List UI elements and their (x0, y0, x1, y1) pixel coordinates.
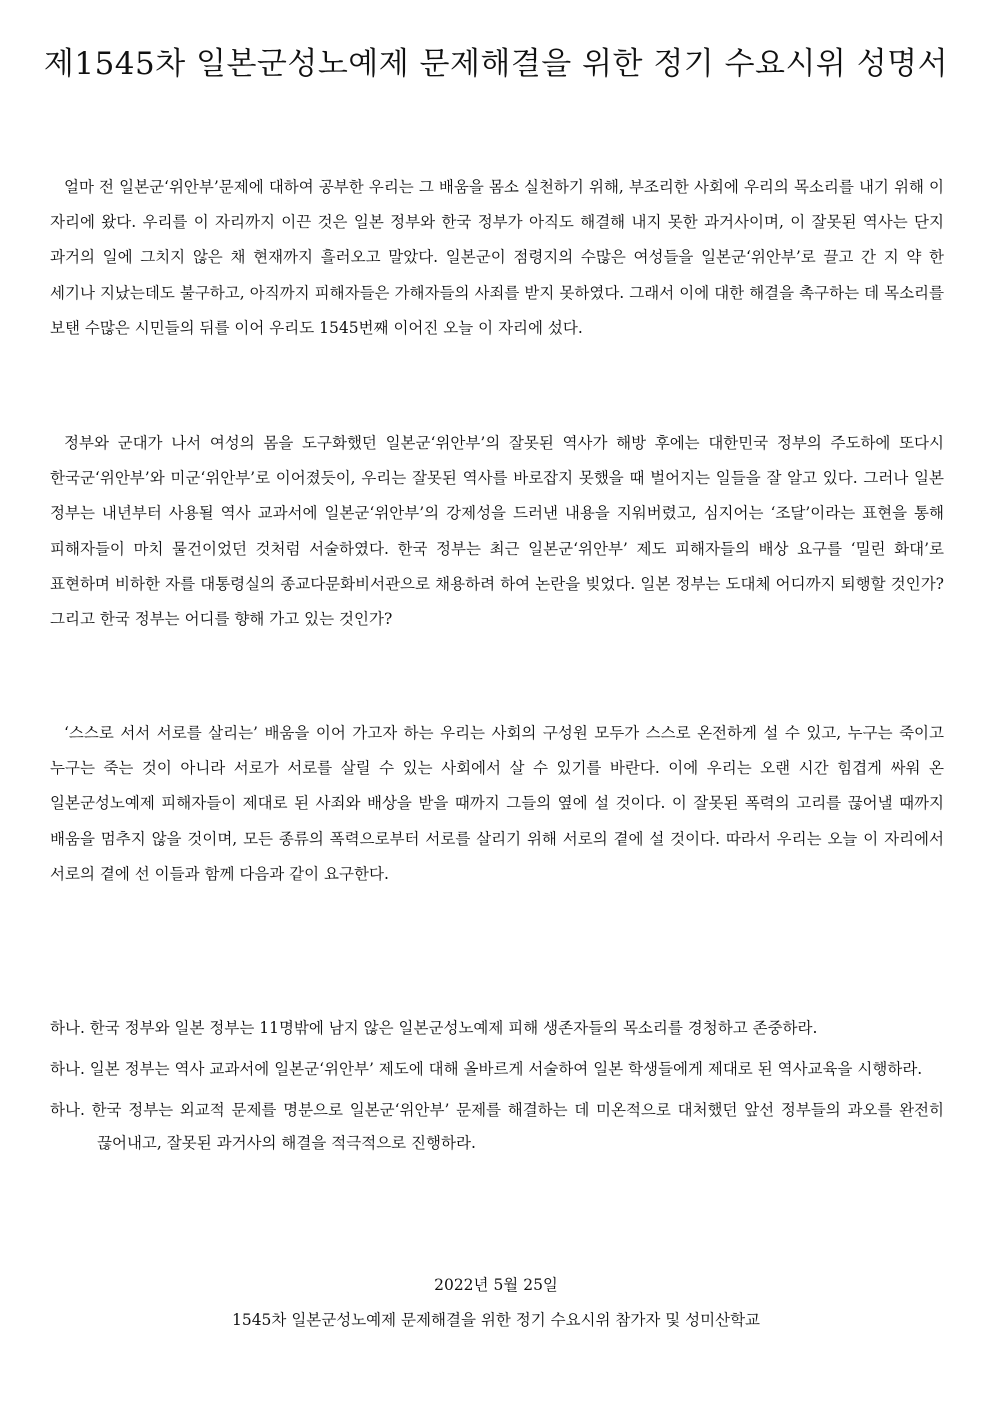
paragraph-3: ‘스스로 서서 서로를 살리는’ 배움을 이어 가고자 하는 우리는 사회의 구성원 모두가 스스로 온전하게 설 수 있고, 누구는 죽이고 누구는 죽는 것이 아니라 서로가 서로를 살릴 수 있는 사회에서 살 수 있기를 바란다. 이에 우리는 오랜 시간 힘겹게 싸워 온 일본군성노예제 피해자들이 제대로 된 사죄와 배상을 받을 때까지 그들의 옆에 설 것이다. 이 잘못된 폭력의 고리를 끊어낼 때까지 배움을 멈추지 않을 것이며, 모든 종류의 폭력으로부터 서로를 살리기 위해 서로의 곁에 설 것이다. 따라서 우리는 오늘 이 자리에서 서로의 곁에 선 이들과 함께 다음과 같이 요구한다. (50, 724, 944, 883)
demand-item-1: 하나. 한국 정부와 일본 정부는 11명밖에 남지 않은 일본군성노예제 피해 생존자들의 목소리를 경청하고 존중하라. (50, 1019, 818, 1037)
demands-list (50, 1012, 944, 1168)
demand-item-2: 하나. 일본 정부는 역사 교과서에 일본군‘위안부’ 제도에 대해 올바르게 서술하여 일본 학생들에게 제대로 된 역사교육을 시행하라. (50, 1060, 923, 1078)
paragraph-1: 얼마 전 일본군‘위안부’문제에 대하여 공부한 우리는 그 배움을 몸소 실천하기 위해, 부조리한 사회에 우리의 목소리를 내기 위해 이 자리에 왔다. 우리를 이 자리까지 이끈 것은 일본 정부와 한국 정부가 아직도 해결해 내지 못한 과거사이며, 이 잘못된 역사는 단지 과거의 일에 그치지 않은 채 현재까지 흘러오고 말았다. 일본군이 점령지의 수많은 여성들을 일본군‘위안부’로 끌고 간 지 약 한 세기나 지났는데도 불구하고, 아직까지 피해자들은 가해자들의 사죄를 받지 못하였다. 그래서 이에 대한 해결을 촉구하는 데 목소리를 보탠 수많은 시민들의 뒤를 이어 우리도 1545번째 이어진 오늘 이 자리에 섰다. (50, 178, 944, 337)
paragraph-2: 정부와 군대가 나서 여성의 몸을 도구화했던 일본군‘위안부’의 잘못된 역사가 해방 후에는 대한민국 정부의 주도하에 또다시 한국군‘위안부’와 미군‘위안부’로 이어졌듯이, 우리는 잘못된 역사를 바로잡지 못했을 때 벌어지는 일들을 잘 알고 있다. 그러나 일본 정부는 내년부터 사용될 역사 교과서에 일본군‘위안부’의 강제성을 드러낸 내용을 지워버렸고, 심지어는 ‘조달’이라는 표현을 통해 피해자들이 마치 물건이었던 것처럼 서술하였다. 한국 정부는 최근 일본군‘위안부’ 제도 피해자들의 배상 요구를 ‘밀린 화대’로 표현하며 비하한 자를 대통령실의 종교다문화비서관으로 채용하려 하여 논란을 빚었다. 일본 정부는 도대체 어디까지 퇴행할 것인가? 그리고 한국 정부는 어디를 향해 가고 있는 것인가? (50, 434, 944, 629)
demand-item-3: 하나. 한국 정부는 외교적 문제를 명분으로 일본군‘위안부’ 문제를 해결하는 데 미온적으로 대처했던 앞선 정부들의 과오를 완전히 끊어내고, 잘못된 과거사의 해결을 적극적으로 진행하라. (50, 1101, 944, 1152)
statement-date: 2022년 5월 25일 (434, 1276, 558, 1294)
statement-signer: 1545차 일본군성노예제 문제해결을 위한 정기 수요시위 참가자 및 성미산학교 (231, 1311, 761, 1329)
document-title: 제1545차 일본군성노예제 문제해결을 위한 정기 수요시위 성명서 (43, 46, 949, 82)
